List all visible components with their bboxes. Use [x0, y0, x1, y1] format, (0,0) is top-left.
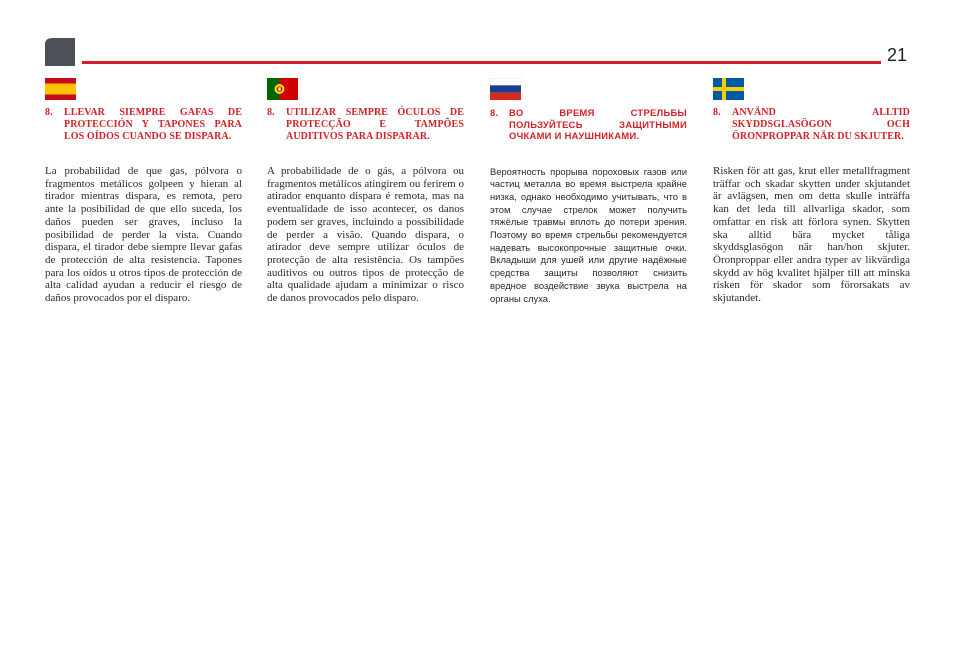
- heading-text: ANVÄND ALLTID SKYDDSGLASÖGON OCH ÖRONPROPPAR NÄR DU SKJUTER.: [732, 107, 910, 142]
- brand-logo-icon: [45, 38, 75, 66]
- section-heading: [267, 107, 464, 143]
- heading-text: UTILIZAR SEMPRE ÓCULOS DE PROTECÇÃO E TAMPÕES AUDITIVOS PARA DISPARAR.: [286, 107, 464, 142]
- heading-text: LLEVAR SIEMPRE GAFAS DE PROTECCIÓN Y TAPONES PARA LOS OÍDOS CUANDO SE DISPARA.: [64, 107, 242, 142]
- column-portuguese: [267, 78, 464, 305]
- heading-number: 8.: [490, 107, 499, 118]
- section-heading: [45, 107, 242, 143]
- heading-number: 8.: [45, 107, 53, 118]
- heading-number: 8.: [713, 107, 721, 118]
- body-text: Risken för att gas, krut eller metallfragment träffar och skadar skytten under skjutandet är avlägsen, men om detta skulle inträffa kan det leda till allvarliga skador, som omfattar en risk att förlora synen. Skytten ska alltid bära mycket tåliga skyddsglasögon när han/hon skjuter. Öronproppar eller andra typer av likvärdiga skydd av hög kvalitet hjälper till att minska risken för skador som förorsakats av skjutandet.: [713, 165, 910, 305]
- page-number: 21: [887, 45, 908, 65]
- body-text: La probabilidad de que gas, pólvora o fragmentos metálicos golpeen y hieran al tirador mientras dispara, es remota, pero ante la posibilidad de que ello suceda, los daños pueden ser graves, incluso la posibilidad de perder la vista. Cuando dispara, el tirador debe siempre llevar gafas de protección de alta resistencia. Tapones para los oídos u otros tipos de protección de alta calidad ayudan a reducir el riesgo de daños provocados por el disparo.: [45, 165, 242, 305]
- body-text: Вероятность прорыва пороховых газов или частиц металла во время выстрела крайне низка, однако необходимо учитывать, что в этом случае стрелок может получить тяжёлые травмы вплоть до потери зрения. Поэтому во время стрельбы рекомендуется надевать высокопрочные защитные очки. Вкладыши для ушей или другие надёжные средства защиты позволяют снизить вредное воздействие звука выстрела на органы слуха.: [490, 165, 687, 304]
- column-russian: [490, 78, 687, 305]
- heading-number: 8.: [267, 107, 275, 118]
- sweden-flag-icon: [713, 78, 744, 100]
- section-heading: [713, 107, 910, 143]
- header-rule: [82, 61, 881, 64]
- russia-flag-icon: [490, 78, 521, 100]
- section-heading: [490, 107, 687, 142]
- portugal-flag-icon: [267, 78, 298, 100]
- heading-text: ВО ВРЕМЯ СТРЕЛЬБЫ ПОЛЬЗУЙТЕСЬ ЗАЩИТНЫМИ ОЧКАМИ И НАУШНИКАМИ.: [509, 107, 687, 141]
- column-spanish: [45, 78, 242, 305]
- body-text: A probabilidade de o gás, a pólvora ou fragmentos metálicos atingirem ou ferirem o atirador enquanto dispara é remota, mas na eventualidade de isso acontecer, os danos podem ser graves, incluindo a possibilidade de perder a visão. Quando dispara, o atirador deve sempre utilizar óculos de protecção de alta resistência. Os tampões auditivos ou outros tipos de protecção de alta qualidade ajudam a minimizar o risco de danos provocados pelo disparo.: [267, 165, 464, 305]
- spain-flag-icon: [45, 78, 76, 100]
- column-swedish: [713, 78, 910, 305]
